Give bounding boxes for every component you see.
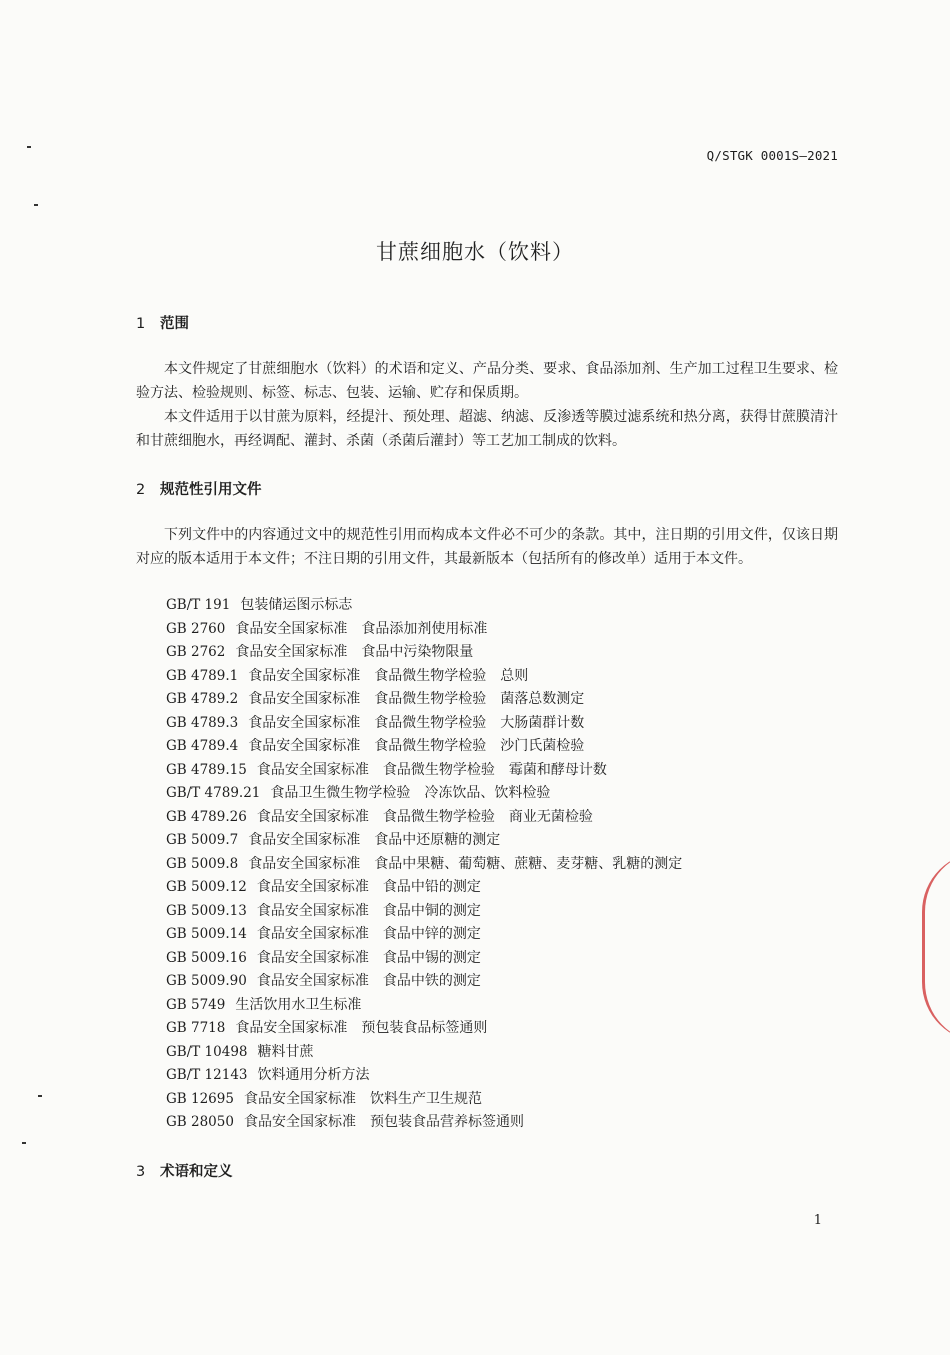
reference-code: GB/T 12143 <box>166 1067 248 1083</box>
reference-title-part: 食品安全国家标准 <box>243 1114 356 1130</box>
reference-title-part: 食品安全国家标准 <box>256 761 369 778</box>
standard-code: Q/STGK 0001S—2021 <box>706 148 838 163</box>
reference-title-part: 食品中铁的测定 <box>382 973 481 989</box>
reference-title-part: 食品安全国家标准 <box>256 949 369 966</box>
reference-title-part: 食品安全国家标准 <box>256 808 369 825</box>
reference-title-part: 食品安全国家标准 <box>248 667 361 684</box>
reference-title-part: 食品安全国家标准 <box>248 691 361 707</box>
reference-item <box>166 806 696 830</box>
reference-code: GB 5009.14 <box>166 926 247 942</box>
reference-code: GB 4789.15 <box>166 761 247 778</box>
reference-title-part: 食品微生物学检验 <box>382 761 495 778</box>
reference-code: GB 5749 <box>166 996 226 1013</box>
reference-code: GB 4789.26 <box>166 808 247 825</box>
reference-list <box>166 594 696 1135</box>
reference-item <box>166 594 696 618</box>
reference-title-part: 糖料甘蔗 <box>257 1043 314 1060</box>
reference-title-part: 食品安全国家标准 <box>235 1020 348 1036</box>
refs-intro-paragraph: 下列文件中的内容通过文中的规范性引用而构成本文件必不可少的条款。其中，注日期的引用文件，仅该日期对应的版本适用于本文件；不注日期的引用文件，其最新版本（包括所有的修改单）适用于本文件。 <box>136 527 838 567</box>
reference-title-part: 食品安全国家标准 <box>256 902 369 919</box>
reference-item <box>166 829 696 853</box>
reference-title-part: 食品中果糖、葡萄糖、蔗糖、麦芽糖、乳糖的测定 <box>374 855 683 872</box>
scan-mark <box>22 1142 26 1144</box>
reference-item <box>166 1017 696 1041</box>
reference-title-part: 食品中还原糖的测定 <box>374 832 501 848</box>
reference-title-part: 大肠菌群计数 <box>500 714 585 731</box>
reference-code: GB/T 10498 <box>166 1043 248 1060</box>
reference-item <box>166 665 696 689</box>
section-3-heading <box>136 1160 233 1181</box>
reference-code: GB 5009.12 <box>166 879 247 895</box>
reference-code: GB/T 4789.21 <box>166 785 261 801</box>
reference-title-part: 总则 <box>500 667 529 684</box>
reference-item <box>166 735 696 759</box>
reference-title-part: 预包装食品营养标签通则 <box>369 1114 524 1130</box>
reference-item <box>166 1064 696 1088</box>
reference-title-part: 生活饮用水卫生标准 <box>235 996 362 1013</box>
section-1-number: 1 <box>136 316 146 332</box>
reference-title-part: 食品安全国家标准 <box>256 973 369 989</box>
reference-title-part: 食品安全国家标准 <box>248 832 361 848</box>
reference-item <box>166 618 696 642</box>
reference-code: GB 5009.13 <box>166 902 247 919</box>
reference-title-part: 饮料通用分析方法 <box>257 1067 370 1083</box>
reference-title-part: 食品中锡的测定 <box>382 949 481 966</box>
reference-item <box>166 900 696 924</box>
document-title: 甘蔗细胞水（饮料） <box>376 240 574 264</box>
section-1-heading <box>136 312 189 333</box>
reference-title-part: 食品添加剂使用标准 <box>361 620 488 637</box>
reference-code: GB 4789.4 <box>166 738 239 754</box>
reference-title-part: 食品微生物学检验 <box>374 714 487 731</box>
reference-title-part: 食品微生物学检验 <box>374 738 487 754</box>
page-number: 1 <box>813 1213 822 1228</box>
reference-item <box>166 712 696 736</box>
reference-title-part: 饮料生产卫生规范 <box>369 1090 482 1107</box>
reference-title-part: 食品安全国家标准 <box>248 738 361 754</box>
reference-title-part: 霉菌和酵母计数 <box>508 761 607 778</box>
reference-title-part: 食品中铅的测定 <box>382 879 481 895</box>
reference-code: GB 12695 <box>166 1090 234 1107</box>
reference-item <box>166 947 696 971</box>
reference-title-part: 食品微生物学检验 <box>374 667 487 684</box>
reference-title-part: 食品卫生微生物学检验 <box>270 785 411 801</box>
section-2-number: 2 <box>136 482 146 498</box>
reference-code: GB 4789.3 <box>166 714 239 731</box>
reference-code: GB 28050 <box>166 1114 234 1130</box>
reference-title-part: 食品中铜的测定 <box>382 902 481 919</box>
reference-code: GB 5009.16 <box>166 949 247 966</box>
reference-title-part: 食品安全国家标准 <box>235 620 348 637</box>
reference-title-part: 冷冻饮品、饮料检验 <box>424 785 551 801</box>
reference-title-part: 包装储运图示标志 <box>240 597 353 613</box>
reference-item <box>166 1088 696 1112</box>
reference-code: GB 5009.90 <box>166 973 247 989</box>
reference-title-part: 食品中锌的测定 <box>382 926 481 942</box>
reference-item <box>166 923 696 947</box>
reference-item <box>166 853 696 877</box>
reference-item <box>166 994 696 1018</box>
reference-code: GB 2762 <box>166 644 226 660</box>
reference-title-part: 食品安全国家标准 <box>235 644 348 660</box>
reference-code: GB/T 191 <box>166 597 231 613</box>
section-1-title: 范围 <box>160 316 189 332</box>
reference-code: GB 5009.8 <box>166 855 239 872</box>
red-seal-stamp-edge <box>922 852 950 1042</box>
section-2-heading <box>136 478 262 499</box>
reference-title-part: 食品安全国家标准 <box>243 1090 356 1107</box>
reference-title-part: 食品安全国家标准 <box>248 714 361 731</box>
reference-item <box>166 970 696 994</box>
reference-item <box>166 759 696 783</box>
reference-title-part: 食品安全国家标准 <box>248 855 361 872</box>
reference-code: GB 5009.7 <box>166 832 239 848</box>
section-2-title: 规范性引用文件 <box>160 482 262 498</box>
reference-code: GB 4789.2 <box>166 691 239 707</box>
scope-paragraph-2: 本文件适用于以甘蔗为原料，经提汁、预处理、超滤、纳滤、反渗透等膜过滤系统和热分离，获得甘蔗膜清汁和甘蔗细胞水，再经调配、灌封、杀菌（杀菌后灌封）等工艺加工制成的饮料。 <box>136 409 838 449</box>
reference-title-part: 商业无菌检验 <box>508 808 593 825</box>
scan-mark <box>38 1095 42 1097</box>
reference-item <box>166 782 696 806</box>
reference-title-part: 预包装食品标签通则 <box>361 1020 488 1036</box>
reference-item <box>166 876 696 900</box>
reference-item <box>166 688 696 712</box>
section-3-title: 术语和定义 <box>160 1164 233 1180</box>
reference-code: GB 4789.1 <box>166 667 239 684</box>
reference-item <box>166 641 696 665</box>
reference-code: GB 2760 <box>166 620 226 637</box>
reference-title-part: 沙门氏菌检验 <box>500 738 585 754</box>
section-3-number: 3 <box>136 1164 146 1180</box>
scan-mark <box>34 204 38 206</box>
reference-title-part: 食品微生物学检验 <box>382 808 495 825</box>
reference-title-part: 食品微生物学检验 <box>374 691 487 707</box>
reference-title-part: 食品安全国家标准 <box>256 879 369 895</box>
scope-paragraph-1: 本文件规定了甘蔗细胞水（饮料）的术语和定义、产品分类、要求、食品添加剂、生产加工过程卫生要求、检验方法、检验规则、标签、标志、包装、运输、贮存和保质期。 <box>136 361 838 401</box>
reference-code: GB 7718 <box>166 1020 226 1036</box>
reference-item <box>166 1041 696 1065</box>
reference-title-part: 菌落总数测定 <box>500 691 585 707</box>
reference-title-part: 食品安全国家标准 <box>256 926 369 942</box>
reference-item <box>166 1111 696 1135</box>
reference-title-part: 食品中污染物限量 <box>361 644 474 660</box>
scan-mark <box>27 146 31 148</box>
